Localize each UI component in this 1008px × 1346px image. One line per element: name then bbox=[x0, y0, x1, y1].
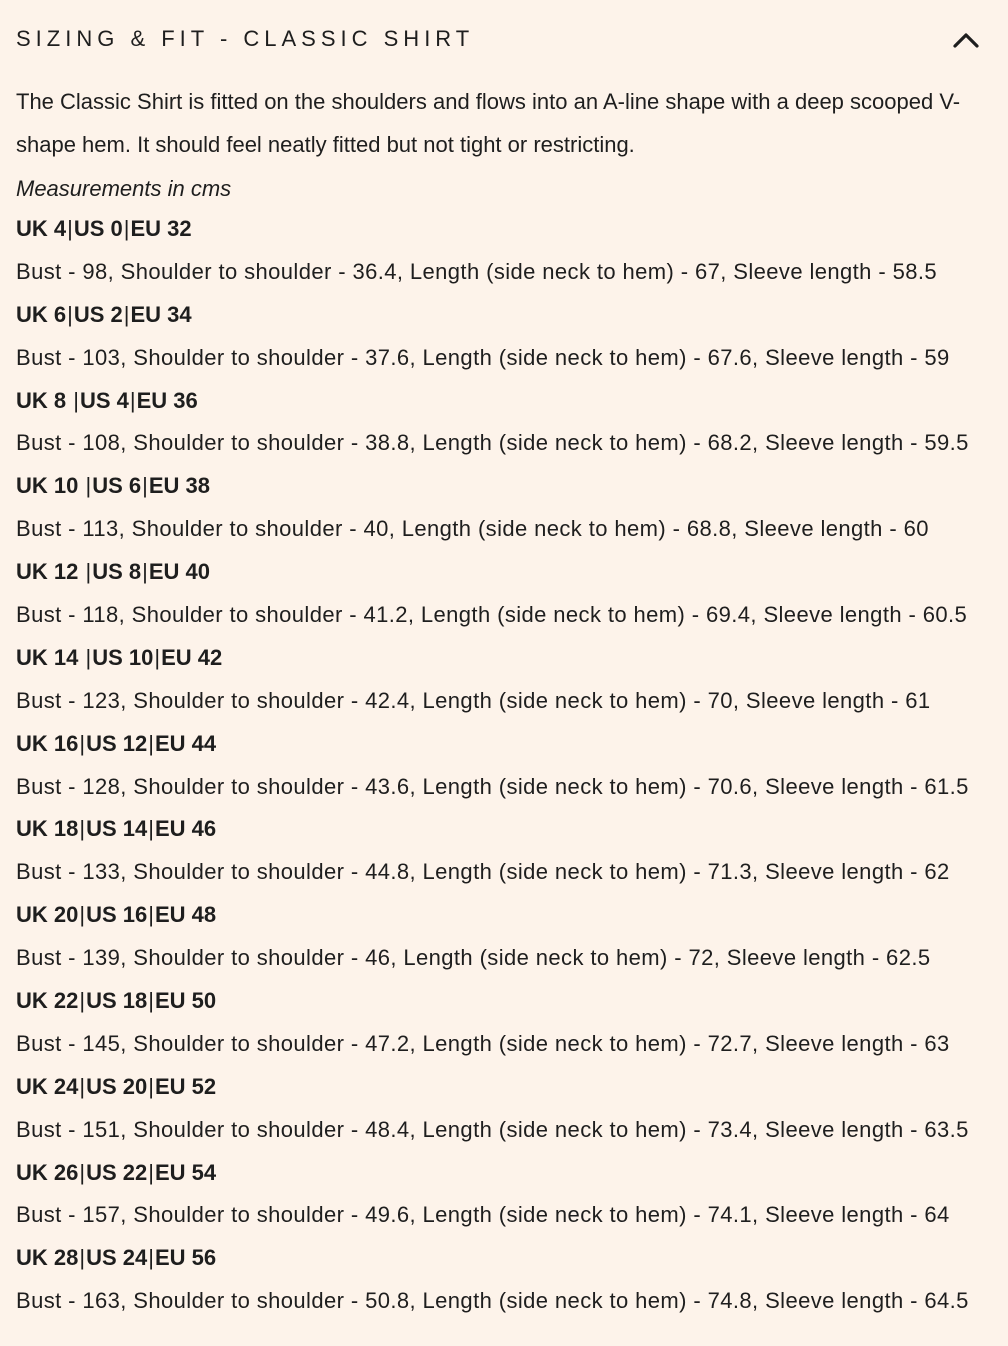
size-list bbox=[16, 208, 1001, 1323]
size-measurements: Bust - 128, Shoulder to shoulder - 43.6, Length (side neck to hem) - 70.6, Sleeve length - 61.5 bbox=[16, 773, 969, 799]
size-separator: | bbox=[148, 1073, 154, 1099]
size-measurements: Bust - 133, Shoulder to shoulder - 44.8, Length (side neck to hem) - 71.3, Sleeve length - 62 bbox=[16, 859, 950, 885]
size-eu-label: EU 38 bbox=[148, 473, 210, 499]
size-us-label: US 6 bbox=[92, 473, 142, 499]
size-separator: | bbox=[129, 387, 136, 413]
size-eu-label: EU 46 bbox=[154, 816, 217, 842]
size-uk-label: UK 24 bbox=[16, 1073, 79, 1099]
size-entry bbox=[16, 380, 1001, 466]
size-measurements: Bust - 98, Shoulder to shoulder - 36.4, Length (side neck to hem) - 67, Sleeve length - 58.5 bbox=[16, 258, 937, 284]
size-eu-label: EU 44 bbox=[154, 730, 217, 756]
size-measurements: Bust - 103, Shoulder to shoulder - 37.6, Length (side neck to hem) - 67.6, Sleeve length - 59 bbox=[16, 344, 950, 370]
measurement-note: Measurements in cms bbox=[16, 176, 232, 201]
size-heading bbox=[16, 465, 1001, 508]
size-uk-label: UK 26 bbox=[16, 1159, 79, 1185]
size-uk-label: UK 6 bbox=[16, 301, 67, 327]
size-measurements: Bust - 163, Shoulder to shoulder - 50.8, Length (side neck to hem) - 74.8, Sleeve length - 64.5 bbox=[16, 1288, 969, 1314]
size-separator: | bbox=[79, 1073, 86, 1099]
size-eu-label: EU 48 bbox=[154, 902, 217, 928]
size-us-label: US 24 bbox=[86, 1245, 148, 1271]
size-entry bbox=[16, 1237, 1001, 1323]
size-separator: | bbox=[142, 559, 148, 585]
size-uk-label: UK 22 bbox=[16, 988, 79, 1014]
size-eu-label: EU 36 bbox=[136, 387, 198, 413]
size-measurements: Bust - 118, Shoulder to shoulder - 41.2, Length (side neck to hem) - 69.4, Sleeve length - 60.5 bbox=[16, 602, 968, 628]
size-measurements: Bust - 151, Shoulder to shoulder - 48.4, Length (side neck to hem) - 73.4, Sleeve length - 63.5 bbox=[16, 1116, 969, 1142]
size-heading bbox=[16, 1152, 1001, 1195]
size-separator: | bbox=[148, 1159, 154, 1185]
size-measurements: Bust - 123, Shoulder to shoulder - 42.4, Length (side neck to hem) - 70, Sleeve length - 61 bbox=[16, 687, 931, 713]
size-separator: | bbox=[67, 301, 73, 327]
size-heading bbox=[16, 294, 1001, 337]
fit-description: The Classic Shirt is fitted on the shoulders and flows into an A-line shape with a deep scooped V-shape hem. It should feel neatly fitted but not tight or restricting. bbox=[16, 89, 961, 157]
size-separator: | bbox=[79, 816, 86, 842]
size-entry bbox=[16, 808, 1001, 894]
size-entry bbox=[16, 208, 1001, 294]
size-entry bbox=[16, 1152, 1001, 1238]
size-heading bbox=[16, 637, 1001, 680]
size-heading bbox=[16, 1066, 1001, 1109]
size-separator: | bbox=[85, 559, 92, 585]
size-eu-label: EU 52 bbox=[154, 1073, 217, 1099]
accordion-title: SIZING & FIT - CLASSIC SHIRT bbox=[16, 26, 475, 51]
size-eu-label: EU 42 bbox=[161, 644, 223, 670]
size-measurements: Bust - 145, Shoulder to shoulder - 47.2, Length (side neck to hem) - 72.7, Sleeve length - 63 bbox=[16, 1030, 950, 1056]
size-separator: | bbox=[148, 902, 154, 928]
size-uk-label: UK 8 bbox=[16, 387, 73, 413]
size-entry bbox=[16, 723, 1001, 809]
size-separator: | bbox=[148, 730, 154, 756]
size-eu-label: EU 50 bbox=[154, 988, 217, 1014]
size-separator: | bbox=[85, 473, 92, 499]
size-entry bbox=[16, 894, 1001, 980]
size-heading bbox=[16, 894, 1001, 937]
size-heading bbox=[16, 723, 1001, 766]
size-entry bbox=[16, 1066, 1001, 1152]
size-us-label: US 16 bbox=[86, 902, 148, 928]
size-eu-label: EU 56 bbox=[154, 1245, 217, 1271]
size-separator: | bbox=[142, 473, 148, 499]
size-separator: | bbox=[79, 1245, 86, 1271]
size-uk-label: UK 4 bbox=[16, 216, 67, 241]
size-uk-label: UK 20 bbox=[16, 902, 79, 928]
size-heading bbox=[16, 980, 1001, 1023]
size-us-label: US 2 bbox=[73, 301, 123, 327]
size-separator: | bbox=[67, 216, 73, 241]
size-heading bbox=[16, 1237, 1001, 1280]
size-separator: | bbox=[79, 730, 86, 756]
size-separator: | bbox=[85, 644, 92, 670]
size-entry bbox=[16, 294, 1001, 380]
size-separator: | bbox=[148, 1245, 154, 1271]
size-us-label: US 12 bbox=[86, 730, 148, 756]
size-uk-label: UK 10 bbox=[16, 473, 85, 499]
size-eu-label: EU 34 bbox=[130, 301, 192, 327]
size-us-label: US 0 bbox=[73, 216, 123, 241]
size-uk-label: UK 18 bbox=[16, 816, 79, 842]
size-uk-label: UK 14 bbox=[16, 644, 85, 670]
size-separator: | bbox=[79, 902, 86, 928]
size-measurements: Bust - 157, Shoulder to shoulder - 49.6, Length (side neck to hem) - 74.1, Sleeve length - 64 bbox=[16, 1202, 950, 1228]
size-heading bbox=[16, 551, 1001, 594]
accordion-header[interactable] bbox=[16, 0, 992, 80]
size-separator: | bbox=[123, 301, 130, 327]
size-entry bbox=[16, 637, 1001, 723]
chevron-up-icon[interactable] bbox=[952, 26, 980, 54]
size-separator: | bbox=[148, 988, 154, 1014]
size-eu-label: EU 40 bbox=[148, 559, 210, 585]
size-separator: | bbox=[79, 988, 86, 1014]
size-us-label: US 10 bbox=[92, 644, 154, 670]
size-us-label: US 14 bbox=[86, 816, 148, 842]
size-uk-label: UK 16 bbox=[16, 730, 79, 756]
size-separator: | bbox=[154, 644, 161, 670]
size-us-label: US 22 bbox=[86, 1159, 148, 1185]
size-heading bbox=[16, 380, 1001, 423]
size-measurements: Bust - 108, Shoulder to shoulder - 38.8, Length (side neck to hem) - 68.2, Sleeve length - 59.5 bbox=[16, 430, 969, 456]
size-eu-label: EU 32 bbox=[130, 216, 192, 241]
size-uk-label: UK 12 bbox=[16, 559, 85, 585]
size-entry bbox=[16, 980, 1001, 1066]
size-separator: | bbox=[148, 816, 154, 842]
size-separator: | bbox=[123, 216, 130, 241]
size-heading bbox=[16, 808, 1001, 851]
size-separator: | bbox=[73, 387, 79, 413]
size-us-label: US 18 bbox=[86, 988, 148, 1014]
size-eu-label: EU 54 bbox=[154, 1159, 217, 1185]
size-entry bbox=[16, 465, 1001, 551]
size-measurements: Bust - 139, Shoulder to shoulder - 46, Length (side neck to hem) - 72, Sleeve length - 62.5 bbox=[16, 945, 931, 971]
size-measurements: Bust - 113, Shoulder to shoulder - 40, Length (side neck to hem) - 68.8, Sleeve length - 60 bbox=[16, 516, 929, 542]
size-uk-label: UK 28 bbox=[16, 1245, 79, 1271]
size-us-label: US 4 bbox=[79, 387, 129, 413]
size-separator: | bbox=[79, 1159, 86, 1185]
size-us-label: US 8 bbox=[92, 559, 142, 585]
size-entry bbox=[16, 551, 1001, 637]
size-heading bbox=[16, 208, 1001, 251]
size-us-label: US 20 bbox=[86, 1073, 148, 1099]
